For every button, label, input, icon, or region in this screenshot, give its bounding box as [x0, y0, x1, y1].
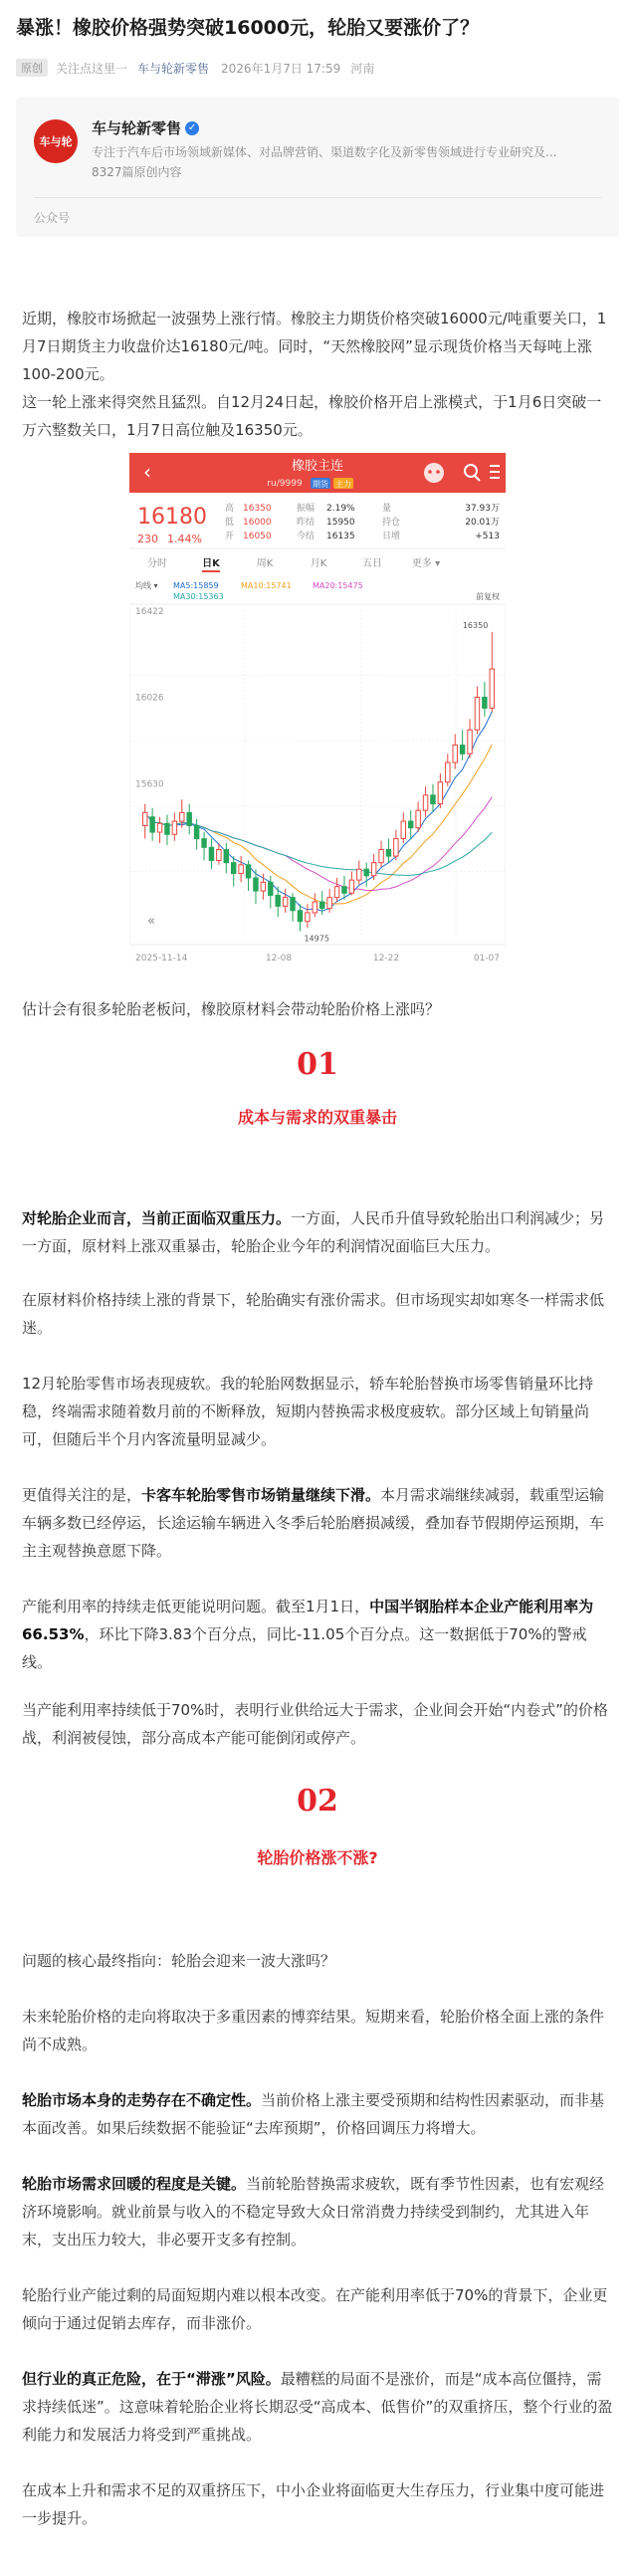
x-tick-label: 12-08 — [265, 954, 293, 964]
ma5-label: MA5:15859 — [173, 581, 219, 590]
candle — [298, 911, 302, 922]
field-label: 低 — [225, 518, 235, 528]
paragraph-9: 当产能利用率持续低于70%时，表明行业供给远大于需求，企业间会开始“内卷式”的价格战，利润被侵蚀，部分高成本产能可能倒闭或停产。 — [22, 1701, 608, 1747]
field-label-3: 量 — [382, 504, 392, 514]
field-value-2: 2.19% — [326, 504, 355, 514]
candle — [453, 746, 457, 762]
back-icon[interactable]: ‹ — [143, 460, 151, 484]
publish-location: 河南 — [350, 61, 375, 76]
active-tab-indicator — [202, 570, 220, 572]
field-value-3: 37.93万 — [465, 504, 500, 514]
candle — [327, 898, 331, 909]
field-value-3: 20.01万 — [465, 518, 500, 528]
paragraph-1: 近期，橡胶市场掀起一波强势上涨行情。橡胶主力期货价格突破16000元/吨重要关口，1月7日期货主力收盘价达16180元/吨。同时，“天然橡胶网”显示现货价格当天每吨上涨100-200元。 — [22, 310, 607, 383]
candle — [269, 882, 273, 895]
paragraph-10: 问题的核心最终指向：轮胎会迎来一波大涨吗？ — [22, 1952, 336, 1970]
paragraph-15-rest: 最糟糕的局面不是涨价，而是“成本高位僵持，需求持续低迷”。这意味着轮胎企业将长期忍受“高成本、低售价”的双重挤压，整个行业的盈利能力和发展活力将受到严重挑战。 — [22, 2370, 613, 2444]
paragraph-7-rest: 本月需求端继续减弱，载重型运输车辆多数已经停运，长途运输车辆进入冬季后轮胎磨损减缓，叠加春节假期停运预期，车主主观替换意愿下降。 — [22, 1486, 605, 1560]
section-1-number: 01 — [297, 1047, 338, 1082]
section-2-title: 轮胎价格涨不涨? — [257, 1848, 378, 1867]
follow-hint: 关注点这里一 — [56, 61, 128, 76]
candle — [246, 865, 250, 878]
field-label-2: 昨结 — [297, 518, 316, 528]
candle — [261, 882, 265, 891]
candle — [283, 898, 287, 907]
paragraph-14: 轮胎行业产能过剩的局面短期内难以根本改变。在产能利用率低于70%的背景下，企业更倾向于通过促销去库存，而非涨价。 — [22, 2286, 608, 2332]
candle — [231, 863, 235, 874]
candle — [342, 887, 346, 894]
kline-chart — [129, 453, 506, 970]
paragraph-3: 估计会有很多轮胎老板问，橡胶原材料会带动轮胎价格上涨吗？ — [22, 1000, 441, 1018]
x-tick-labels — [135, 954, 500, 964]
candle — [202, 839, 206, 848]
ma30-label: MA30:15363 — [173, 592, 224, 601]
field-label-3: 日增 — [382, 532, 401, 541]
candle — [349, 880, 353, 893]
field-value-2: 15950 — [326, 518, 355, 528]
paragraph-7 — [22, 1481, 615, 1565]
field-label-2: 今结 — [297, 532, 316, 541]
section-1-title: 成本与需求的双重暴击 — [237, 1108, 397, 1127]
candle — [401, 821, 405, 838]
candle — [150, 817, 154, 832]
low-marker-label: 14975 — [304, 934, 329, 944]
paragraph-6: 12月轮胎零售市场表现疲软。我的轮胎网数据显示，轿车轮胎替换市场零售销量环比持稳，终端需求随着数月前的不断释放，短期内替换需求极度疲软。部分区域上旬销量尚可，但随后半个月内客流量明显减少。 — [22, 1375, 594, 1448]
field-value: 16050 — [243, 532, 272, 541]
verified-icon: ✓ — [185, 121, 199, 135]
badge-main: 主力 — [335, 480, 351, 489]
account-link[interactable]: 车与轮新零售 — [137, 61, 210, 76]
candle — [187, 812, 191, 825]
paragraph-2: 这一轮上涨来得突然且猛烈。自12月24日起，橡胶价格开启上涨模式，于1月6日突破一万六整数关口，1月7日高位触及16350元。 — [22, 393, 602, 439]
candle — [172, 821, 176, 834]
paragraph-13-rest: 当前轮胎替换需求疲软，既有季节性因素，也有宏观经济环境影响。就业前景与收入的不稳定导致大众日常消费力持续受到制约，尤其进入年末，支出压力较大，非必要开支多有控制。 — [22, 2175, 605, 2249]
paragraph-15-bold: 但行业的真正危险，在于“滞涨”风险。 — [22, 2370, 281, 2388]
robot-eye-right — [436, 470, 440, 474]
candle — [157, 823, 161, 832]
candle — [313, 902, 317, 913]
price-change: 230 — [137, 533, 158, 545]
candle — [394, 839, 398, 856]
candle — [276, 895, 280, 906]
candle — [254, 878, 258, 891]
period-tab[interactable]: 五日 — [362, 558, 382, 569]
account-name — [92, 117, 199, 138]
candle — [209, 847, 213, 860]
paragraph-13-bold: 轮胎市场需求回暖的程度是关键。 — [22, 2175, 247, 2193]
kline-svg — [129, 453, 506, 970]
candle — [334, 887, 338, 898]
field-value-3: +513 — [475, 532, 500, 541]
article-title: 暴涨！橡胶价格强势突破16000元，轮胎又要涨价了？ — [16, 17, 480, 39]
robot-icon[interactable] — [424, 463, 444, 483]
paragraph-15 — [22, 2365, 615, 2449]
field-label-3: 持仓 — [382, 518, 401, 528]
candle — [416, 810, 420, 827]
candle — [364, 869, 368, 876]
paragraph-4 — [22, 1204, 615, 1260]
candle — [180, 812, 184, 821]
x-tick-label: 2025-11-14 — [135, 954, 188, 964]
candle — [194, 825, 198, 838]
collapse-icon[interactable]: « — [147, 914, 155, 929]
period-tab[interactable]: 更多 ▾ — [411, 558, 441, 569]
candle — [217, 850, 221, 861]
candle — [379, 850, 383, 863]
last-price: 16180 — [137, 505, 207, 530]
paragraph-7-lead: 更值得关注的是， — [22, 1486, 142, 1504]
candle — [224, 850, 228, 863]
field-label: 高 — [225, 504, 235, 514]
period-tab[interactable]: 月K — [310, 558, 327, 569]
candle — [468, 730, 472, 753]
candle — [483, 697, 487, 708]
section-2-number: 02 — [297, 1784, 338, 1819]
y-tick-label: 16422 — [135, 607, 164, 618]
paragraph-16: 在成本上升和需求不足的双重挤压下，中小企业将面临更大生存压力，行业集中度可能进一步提升。 — [22, 2481, 605, 2527]
candle — [446, 762, 450, 782]
ma20-label: MA20:15475 — [313, 581, 363, 590]
candle — [371, 863, 375, 876]
candle — [165, 823, 169, 834]
card-divider — [34, 197, 601, 198]
paragraph-11: 未来轮胎价格的走向将取决于多重因素的博弈结果。短期来看，轮胎价格全面上涨的条件尚不成熟。 — [22, 2008, 605, 2053]
paragraph-7-bold: 卡客车轮胎零售市场销量继续下滑。 — [141, 1486, 381, 1504]
original-tag: 原创 — [16, 59, 48, 77]
paragraph-13 — [22, 2170, 615, 2254]
account-description: 专注于汽车后市场领域新媒体、对品牌营销、渠道数字化及新零售领域进行专业研究及... — [92, 145, 557, 159]
candle — [306, 913, 310, 922]
ma-toggle[interactable]: 均线 ▾ — [135, 581, 158, 590]
candle — [408, 821, 412, 828]
paragraph-12-rest: 当前价格上涨主要受预期和结构性因素驱动，而非基本面改善。如果后续数据不能验证“去库预期”，价格回调压力将增大。 — [22, 2091, 605, 2137]
paragraph-8-rest: ，环比下降3.83个百分点，同比-11.05个百分点。这一数据低于70%的警戒线。 — [22, 1625, 587, 1671]
paragraph-12 — [22, 2086, 615, 2142]
candle — [319, 902, 323, 909]
candle — [431, 795, 435, 804]
quote-name: 橡胶主连 — [291, 459, 344, 474]
candle — [475, 697, 479, 730]
paragraph-8-bold: 中国半钢胎样本企业产能利用率为66.53% — [22, 1598, 594, 1643]
paragraph-8 — [22, 1593, 615, 1676]
account-name-text: 车与轮新零售 — [92, 119, 182, 137]
field-value: 16000 — [243, 518, 272, 528]
candle — [490, 669, 494, 708]
high-marker-label: 16350 — [462, 620, 489, 630]
x-tick-label: 01-07 — [473, 954, 500, 964]
x-tick-label: 12-22 — [372, 954, 400, 964]
candle — [386, 850, 390, 857]
price-change-pct: 1.44% — [167, 533, 202, 545]
period-tab[interactable]: 分时 — [147, 558, 167, 569]
badge-futures: 期货 — [313, 480, 328, 489]
account-article-count: 8327篇原创内容 — [92, 165, 182, 179]
publish-date: 2026年1月7日 17:59 — [221, 61, 341, 76]
y-tick-label: 16026 — [135, 693, 164, 704]
paragraph-4-rest: 一方面，人民币升值导致轮胎出口利润减少；另一方面，原材料上涨双重暴击，轮胎企业今年的利润情况面临巨大压力。 — [22, 1209, 605, 1255]
paragraph-4-bold: 对轮胎企业而言，当前正面临双重压力。 — [22, 1209, 292, 1227]
account-logo: 车与轮 — [34, 119, 78, 163]
paragraph-12-bold: 轮胎市场本身的走势存在不确定性。 — [22, 2091, 262, 2109]
candle — [460, 746, 464, 754]
candle — [357, 869, 361, 880]
candle — [291, 898, 295, 911]
ma10-label: MA10:15741 — [241, 581, 292, 590]
adjust-label[interactable]: 前复权 — [476, 592, 500, 601]
article-meta — [16, 58, 374, 78]
field-value: 16350 — [243, 504, 272, 514]
account-type: 公众号 — [34, 211, 71, 225]
period-tab[interactable]: 周K — [256, 558, 274, 569]
field-label-2: 振幅 — [297, 504, 316, 514]
account-card[interactable] — [16, 98, 619, 237]
field-label: 开 — [225, 532, 235, 541]
candle — [239, 865, 243, 874]
candle — [423, 795, 427, 810]
field-value-2: 16135 — [326, 532, 355, 541]
candle — [142, 812, 146, 825]
paragraph-5: 在原材料价格持续上涨的背景下，轮胎确实有涨价需求。但市场现实却如寒冬一样需求低迷。 — [22, 1291, 605, 1337]
y-tick-label: 15630 — [135, 779, 164, 790]
period-tab[interactable]: 日K — [202, 558, 220, 569]
candle — [438, 782, 442, 804]
quote-code: ru/9999 — [267, 479, 303, 489]
paragraph-8-lead: 产能利用率的持续走低更能说明问题。截至1月1日， — [22, 1598, 370, 1615]
robot-eye-left — [428, 470, 432, 474]
